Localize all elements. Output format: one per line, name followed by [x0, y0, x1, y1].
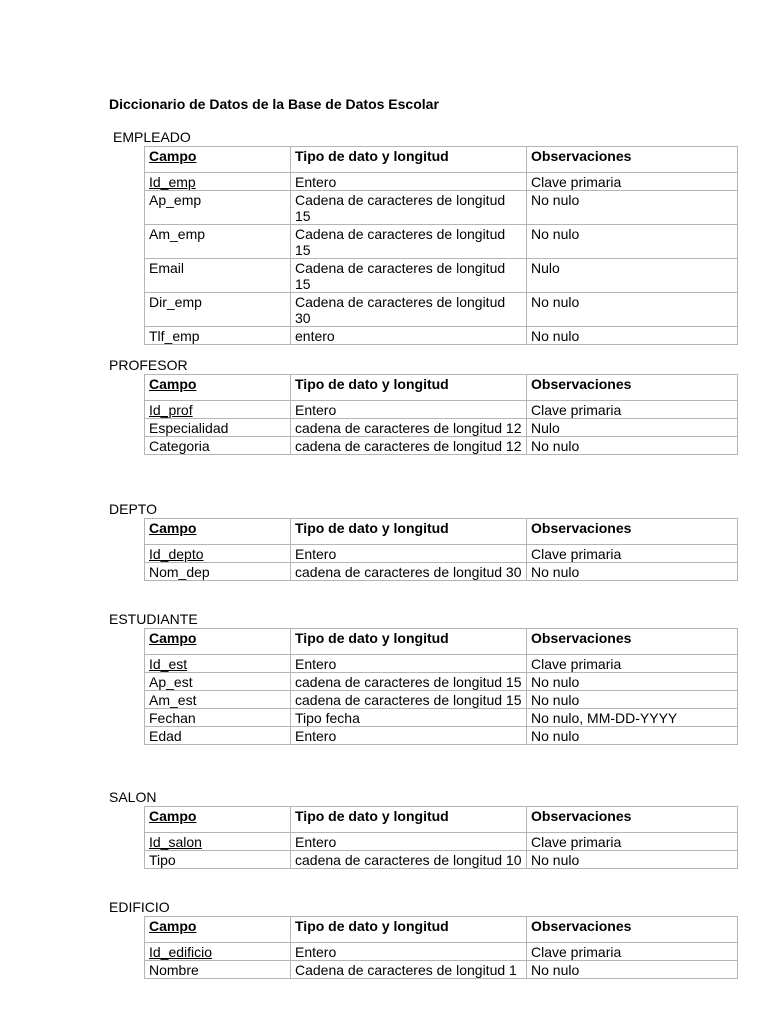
observations-cell: No nulo — [527, 851, 738, 869]
field-name-cell: Id_edificio — [145, 943, 291, 961]
dictionary-table — [144, 146, 738, 345]
section-title: ESTUDIANTE — [109, 611, 198, 627]
field-name-cell: Id_depto — [145, 545, 291, 563]
field-name-cell: Tipo — [145, 851, 291, 869]
field-name-cell: Id_prof — [145, 401, 291, 419]
table-header-row — [145, 917, 738, 943]
table-row — [145, 563, 738, 581]
document-title: Diccionario de Datos de la Base de Datos Escolar — [109, 96, 439, 112]
column-header: Tipo de dato y longitud — [291, 629, 527, 655]
table-row — [145, 419, 738, 437]
field-name-cell: Id_salon — [145, 833, 291, 851]
dictionary-table — [144, 374, 738, 455]
table-row — [145, 293, 738, 327]
field-name-cell: Ap_emp — [145, 191, 291, 225]
data-type-cell: Entero — [291, 833, 527, 851]
data-type-cell: Entero — [291, 173, 527, 191]
observations-cell: Nulo — [527, 259, 738, 293]
observations-cell: No nulo — [527, 961, 738, 979]
observations-cell: Clave primaria — [527, 943, 738, 961]
table-row — [145, 545, 738, 563]
column-header: Tipo de dato y longitud — [291, 147, 527, 173]
field-name-cell: Ap_est — [145, 673, 291, 691]
column-header: Observaciones — [527, 917, 738, 943]
data-type-cell: Cadena de caracteres de longitud 1 — [291, 961, 527, 979]
table-row — [145, 191, 738, 225]
observations-cell: No nulo — [527, 437, 738, 455]
observations-cell: Clave primaria — [527, 833, 738, 851]
table-row — [145, 655, 738, 673]
table-header-row — [145, 147, 738, 173]
column-header: Observaciones — [527, 807, 738, 833]
table-row — [145, 173, 738, 191]
observations-cell: No nulo, MM-DD-YYYY — [527, 709, 738, 727]
observations-cell: No nulo — [527, 327, 738, 345]
observations-cell: No nulo — [527, 673, 738, 691]
field-name-cell: Email — [145, 259, 291, 293]
field-name-cell: Id_est — [145, 655, 291, 673]
table-row — [145, 437, 738, 455]
data-type-cell: Entero — [291, 545, 527, 563]
column-header: Campo — [145, 519, 291, 545]
field-name-cell: Am_emp — [145, 225, 291, 259]
data-type-cell: Entero — [291, 655, 527, 673]
field-name-cell: Nombre — [145, 961, 291, 979]
table-row — [145, 727, 738, 745]
dictionary-table — [144, 628, 738, 745]
column-header: Campo — [145, 629, 291, 655]
data-type-cell: Cadena de caracteres de longitud 15 — [291, 225, 527, 259]
data-type-cell: cadena de caracteres de longitud 10 — [291, 851, 527, 869]
data-type-cell: Cadena de caracteres de longitud 30 — [291, 293, 527, 327]
data-type-cell: cadena de caracteres de longitud 15 — [291, 691, 527, 709]
table-row — [145, 225, 738, 259]
field-name-cell: Dir_emp — [145, 293, 291, 327]
table-row — [145, 833, 738, 851]
table-row — [145, 851, 738, 869]
observations-cell: Nulo — [527, 419, 738, 437]
data-type-cell: Cadena de caracteres de longitud 15 — [291, 259, 527, 293]
data-type-cell: Tipo fecha — [291, 709, 527, 727]
column-header: Campo — [145, 375, 291, 401]
field-name-cell: Fechan — [145, 709, 291, 727]
observations-cell: Clave primaria — [527, 401, 738, 419]
table-row — [145, 709, 738, 727]
table-row — [145, 673, 738, 691]
column-header: Tipo de dato y longitud — [291, 375, 527, 401]
data-type-cell: cadena de caracteres de longitud 30 — [291, 563, 527, 581]
column-header: Campo — [145, 147, 291, 173]
dictionary-table — [144, 518, 738, 581]
observations-cell: Clave primaria — [527, 655, 738, 673]
field-name-cell: Am_est — [145, 691, 291, 709]
table-row — [145, 401, 738, 419]
data-type-cell: entero — [291, 327, 527, 345]
section-title: DEPTO — [109, 501, 157, 517]
observations-cell: No nulo — [527, 191, 738, 225]
observations-cell: Clave primaria — [527, 545, 738, 563]
table-row — [145, 691, 738, 709]
column-header: Observaciones — [527, 629, 738, 655]
data-type-cell: cadena de caracteres de longitud 12 — [291, 419, 527, 437]
column-header: Observaciones — [527, 375, 738, 401]
column-header: Observaciones — [527, 519, 738, 545]
table-header-row — [145, 629, 738, 655]
field-name-cell: Especialidad — [145, 419, 291, 437]
column-header: Campo — [145, 917, 291, 943]
field-name-cell: Categoria — [145, 437, 291, 455]
section-title: EMPLEADO — [113, 129, 191, 145]
column-header: Tipo de dato y longitud — [291, 519, 527, 545]
observations-cell: No nulo — [527, 563, 738, 581]
table-header-row — [145, 375, 738, 401]
observations-cell: No nulo — [527, 293, 738, 327]
section-title: EDIFICIO — [109, 899, 170, 915]
section-title: PROFESOR — [109, 357, 188, 373]
data-type-cell: cadena de caracteres de longitud 15 — [291, 673, 527, 691]
observations-cell: No nulo — [527, 727, 738, 745]
observations-cell: No nulo — [527, 225, 738, 259]
observations-cell: Clave primaria — [527, 173, 738, 191]
table-row — [145, 259, 738, 293]
dictionary-table — [144, 916, 738, 979]
section-title: SALON — [109, 789, 157, 805]
data-type-cell: Cadena de caracteres de longitud 15 — [291, 191, 527, 225]
table-row — [145, 943, 738, 961]
column-header: Tipo de dato y longitud — [291, 807, 527, 833]
data-type-cell: Entero — [291, 401, 527, 419]
field-name-cell: Tlf_emp — [145, 327, 291, 345]
field-name-cell: Edad — [145, 727, 291, 745]
table-row — [145, 327, 738, 345]
dictionary-table — [144, 806, 738, 869]
data-type-cell: cadena de caracteres de longitud 12 — [291, 437, 527, 455]
column-header: Observaciones — [527, 147, 738, 173]
table-row — [145, 961, 738, 979]
data-type-cell: Entero — [291, 727, 527, 745]
column-header: Campo — [145, 807, 291, 833]
field-name-cell: Nom_dep — [145, 563, 291, 581]
column-header: Tipo de dato y longitud — [291, 917, 527, 943]
observations-cell: No nulo — [527, 691, 738, 709]
table-header-row — [145, 519, 738, 545]
field-name-cell: Id_emp — [145, 173, 291, 191]
table-header-row — [145, 807, 738, 833]
data-type-cell: Entero — [291, 943, 527, 961]
